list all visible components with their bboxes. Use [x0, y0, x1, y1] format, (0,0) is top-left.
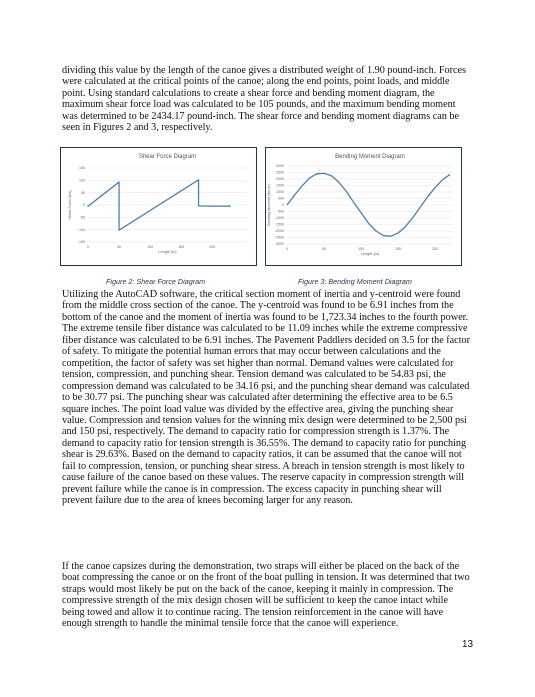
x-tick-label: 200 [432, 247, 439, 251]
paragraph-1: dividing this value by the length of the canoe gives a distributed weight of 1.90 pound-inch. Forces were calculated at the critical points of the canoe; along the end points, point loads, and middle point. Using standard calculations to create a shear force and bending moment diagram, the maximum shear force load was calculated to be 105 pounds, and the maximum bending moment was determined to be 2434.17 pound-inch. The shear force and bending moment diagrams can be seen in Figures 2 and 3, respectively. [62, 65, 467, 134]
y-tick-label: 1500 [276, 183, 284, 188]
y-tick-label: 3000 [276, 164, 284, 169]
y-tick-label: 500 [278, 196, 284, 201]
y-tick-label: 1000 [276, 190, 284, 195]
y-tick-label: -150 [77, 240, 85, 245]
x-tick-label: 50 [322, 247, 327, 251]
bending-moment-chart-svg [266, 148, 460, 264]
x-tick-label: 200 [209, 245, 216, 249]
x-tick-label: 150 [178, 245, 185, 249]
y-tick-label: -3000 [274, 242, 284, 247]
y-tick-label: 2000 [276, 177, 284, 182]
y-tick-label: 2500 [276, 170, 284, 175]
y-tick-label: -2500 [274, 235, 284, 240]
x-axis-label: Length (in) [158, 250, 177, 254]
shear-force-chart-svg [61, 148, 255, 264]
y-tick-label: -2000 [274, 229, 284, 234]
x-tick-label: 50 [117, 245, 122, 249]
x-tick-label: 0 [286, 247, 288, 251]
chart-title: Bending Moment Diagram [335, 154, 405, 160]
x-axis-label: Length (in) [360, 252, 380, 256]
y-tick-label: 50 [81, 190, 85, 195]
x-tick-label: 100 [358, 247, 365, 251]
y-tick-label: -1000 [274, 216, 284, 221]
y-tick-label: -50 [79, 215, 85, 220]
paragraph-3: If the canoe capsizes during the demonstration, two straps will either be placed on the back of the boat compressing the canoe or on the front of the boat pulling in tension. It was determined that two straps would most likely be put on the back of the canoe, keeping it mainly in compression. The compressive strength of the mix design chosen will be sufficient to keep the canoe intact while being towed and allow it to continue racing. The tension reinforcement in the canoe will have enough strength to handle the minimal tensile force that the canoe will experience. [62, 561, 470, 630]
x-tick-label: 150 [395, 247, 402, 251]
page-number: 13 [462, 639, 474, 650]
y-tick-label: 0 [282, 203, 284, 208]
y-axis-label: Bending Moment (lbs-in) [267, 184, 271, 226]
shear-force-chart [60, 147, 257, 266]
y-tick-label: -1500 [274, 222, 284, 227]
y-tick-label: 0 [83, 203, 85, 208]
paragraph-2: Utilizing the AutoCAD software, the critical section moment of inertia and y-centroid were found from the middle cross section of the canoe. The y-centroid was found to be 6.91 inches from the bottom of the canoe and the moment of inertia was found to be 1,723.34 inches to the fourth power. The extreme tensile fiber distance was calculated to be 11.09 inches while the extreme compressive fiber distance was calculated to be 6.91 inches. The Pavement Paddlers decided on 3.5 for the factor of safety. To mitigate the potential human errors that may occur between calculations and the competition, the factor of safety was set higher than normal. Demand values were calculated for tension, compression, and punching shear. Tension demand was calculated to be 54.83 psi, the compression demand was calculated to be 34.16 psi, and the punching shear demand was calculated to be 30.77 psi. The punching shear was calculated after determining the effective area to be 6.5 square inches. The point load value was divided by the effective area, giving the punching shear value. Compression and tension values for the winning mix design were determined to be 2,500 psi and 150 psi, respectively. The demand to capacity ratio for compression strength is 1.37%. The demand to capacity ratio for tension strength is 36.55%. The demand to capacity ratio for punching shear is 29.63%. Based on the demand to capacity ratios, it can be assumed that the canoe will not fail to compression, tension, or punching shear stress. A breach in tension strength is most likely to cause failure of the canoe based on these values. The reserve capacity in compression strength will prevent failure while the canoe is in compression. The excess capacity in punching shear will prevent failure due to the area of knees becoming larger for any reason. [62, 289, 471, 507]
figure-2-caption: Figure 2: Shear Force Diagram [106, 277, 206, 286]
bending-moment-chart [265, 147, 462, 266]
y-axis-label: Shear Force (lbs) [68, 190, 72, 220]
x-tick-label: 0 [87, 245, 89, 249]
y-tick-label: -500 [276, 209, 284, 214]
y-tick-label: 100 [79, 178, 85, 183]
x-tick-label: 100 [147, 245, 154, 249]
y-tick-label: 150 [79, 166, 85, 171]
y-tick-label: -100 [77, 227, 85, 232]
figure-3-caption: Figure 3: Bending Moment Diagram [298, 277, 412, 286]
chart-title: Shear Force Diagram [138, 154, 197, 160]
